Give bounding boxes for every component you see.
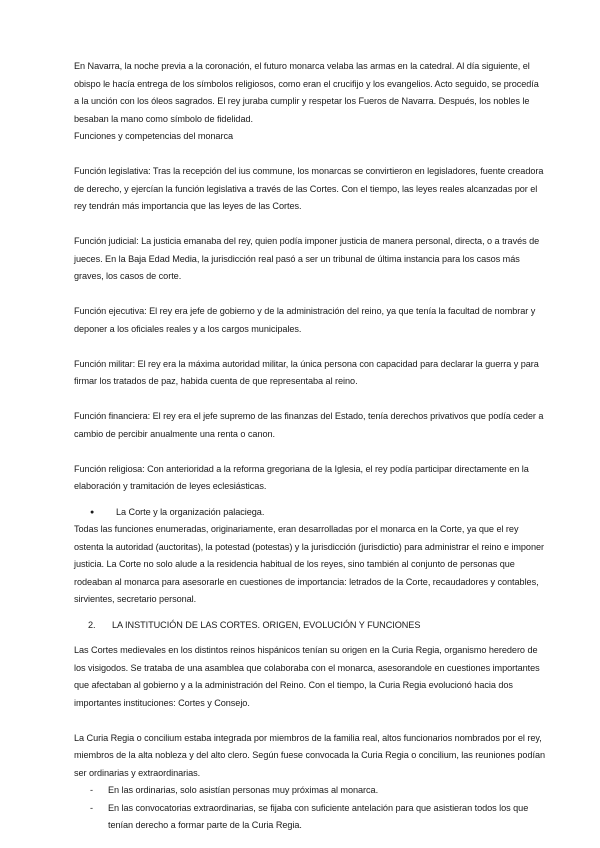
- intro-paragraph: En Navarra, la noche previa a la coronación, el futuro monarca velaba las armas en la catedral. Al día siguiente, el obispo le hacía entrega de los símbolos religiosos, como eran el crucifijo y los evangelios. Acto seguido, se procedía a la unción con los óleos sagrados. El rey juraba cumplir y respetar los Fueros de Navarra. Después, los nobles le besaban la mano como símbolo de fidelidad.: [74, 61, 539, 124]
- dash-item-text: En las ordinarias, solo asistían personas muy próximas al monarca.: [108, 785, 379, 795]
- section-heading: [74, 617, 546, 635]
- function-legislative-paragraph: Función legislativa: Tras la recepción del ius commune, los monarcas se convirtieron en legisladores, fuente creadora de derecho, y ejercían la función legislativa a través de las Cortes. Con el tiempo, las leyes reales alcanzadas por el rey tendrán más importancia que las leyes de las Cortes.: [74, 166, 544, 211]
- dash-icon: -: [90, 785, 93, 795]
- section-title: LA INSTITUCIÓN DE LAS CORTES. ORIGEN, EVOLUCIÓN Y FUNCIONES: [112, 619, 421, 630]
- bullet-icon: ●: [90, 508, 95, 516]
- corte-paragraph: Todas las funciones enumeradas, originariamente, eran desarrolladas por el monarca en la Corte, ya que el rey ostenta la autoridad (auctoritas), la potestad (potestas) y la jurisdicción (jurisdictio) para administrar el reino e imponer justicia. La Corte no solo alude a la residencia habitual de los reyes, sino también al conjunto de personas que rodeaban al monarca para asesorarle en cuestiones de importancia: letrados de la Corte, recaudadores y contables, sirvientes, secretario personal.: [74, 524, 544, 604]
- section-number: 2.: [88, 619, 96, 630]
- bullet-text: La Corte y la organización palaciega.: [116, 506, 265, 517]
- dash-item-extraordinarias: [74, 800, 546, 835]
- function-religious-paragraph: Función religiosa: Con anterioridad a la reforma gregoriana de la Iglesia, el rey podía participar directamente en la elaboración y tramitación de leyes eclesiásticas.: [74, 463, 529, 491]
- bullet-item-corte: [74, 504, 546, 522]
- dash-icon: -: [90, 802, 93, 813]
- dash-item-ordinarias: [74, 782, 546, 800]
- function-executive-paragraph: Función ejecutiva: El rey era jefe de gobierno y de la administración del reino, ya que tenía la facultad de nombrar y deponer a los oficiales reales y a los cargos municipales.: [74, 306, 536, 334]
- function-judicial-paragraph: Función judicial: La justicia emanaba del rey, quien podía imponer justicia de manera personal, directa, o a través de jueces. En la Baja Edad Media, la jurisdicción real pasó a ser un tribunal de última instancia para los casos más graves, los casos de corte.: [74, 236, 540, 281]
- cortes-paragraph: Las Cortes medievales en los distintos reinos hispánicos tenían su origen en la Curia Regia, organismo heredero de los visigodos. Se trataba de una asamblea que colaboraba con el monarca, asesorandole en cuestiones importantes que afectaban al gobierno y a la administración del Reino. Con el tiempo, la Curia Regia evolucionó hacia dos importantes instituciones: Cortes y Consejo.: [74, 645, 540, 708]
- functions-title: Funciones y competencias del monarca: [74, 131, 233, 141]
- function-military-paragraph: Función militar: El rey era la máxima autoridad militar, la única persona con capacidad para declarar la guerra y para firmar los tratados de paz, habida cuenta de que representaba al reino.: [74, 358, 539, 386]
- document-body: [74, 58, 546, 835]
- function-financial-paragraph: Función financiera: El rey era el jefe supremo de las finanzas del Estado, tenía derechos privativos que podía ceder a cambio de percibir anualmente una renta o canon.: [74, 411, 544, 439]
- dash-item-text: En las convocatorias extraordinarias, se fijaba con suficiente antelación para que asistieran todos los que tenían derecho a formar parte de la Curia Regia.: [108, 802, 529, 830]
- curia-paragraph: La Curia Regia o concilium estaba integrada por miembros de la familia real, altos funcionarios nombrados por el rey, miembros de la alta nobleza y del alto clero. Según fuese convocada la Curia Regia o concilium, las reuniones podían ser ordinarias y extraordinarias.: [74, 732, 546, 778]
